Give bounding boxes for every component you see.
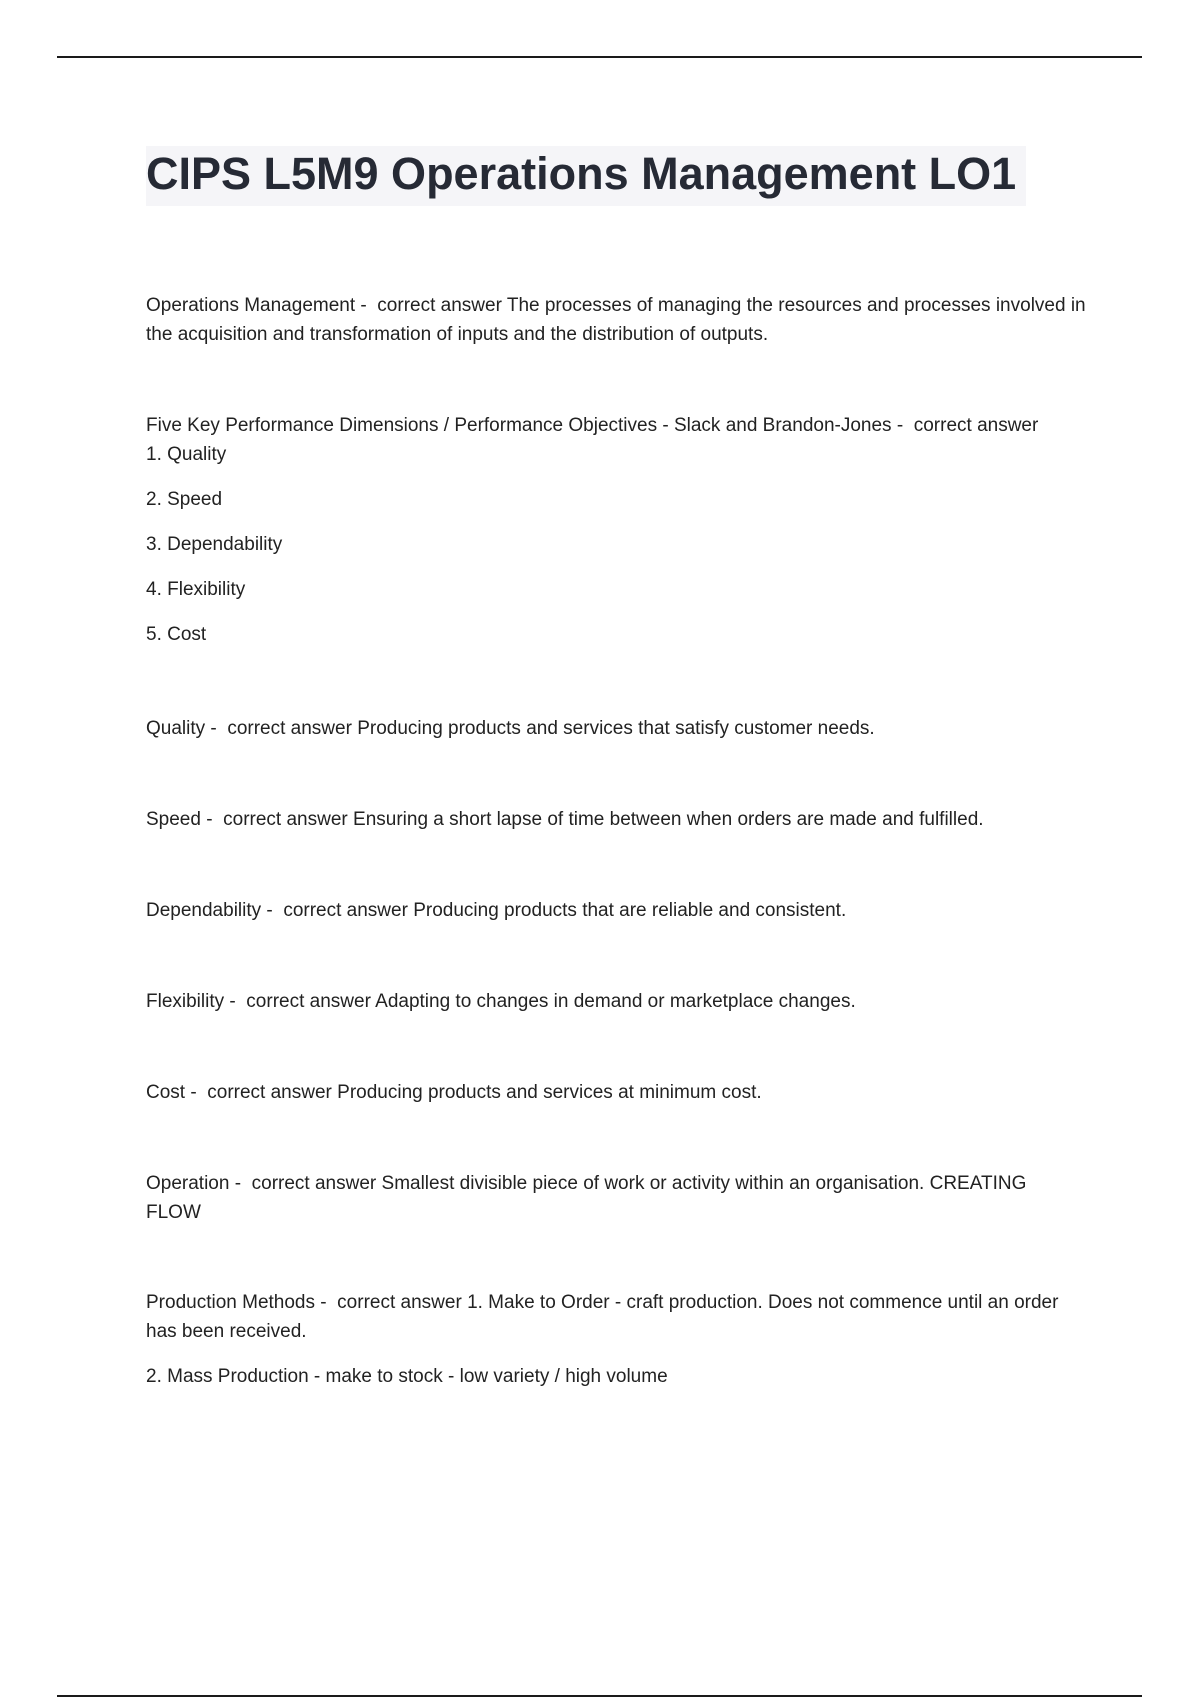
entry-term: Quality	[146, 718, 206, 739]
answer-prefix: correct answer	[227, 718, 352, 739]
entry-term: Production Methods	[146, 1292, 315, 1313]
answer-prefix: correct answer	[337, 1292, 462, 1313]
top-rule	[57, 56, 1142, 58]
entry-separator: -	[261, 900, 284, 921]
answer-prefix: correct answer	[377, 295, 502, 316]
list-item: 3. Dependability	[146, 534, 283, 555]
answer-prefix: correct answer	[223, 809, 348, 830]
answer-prefix: correct answer	[251, 1173, 377, 1194]
entry-term: Operation	[146, 1173, 230, 1194]
entry-term: Speed	[146, 809, 201, 830]
qa-entry	[146, 896, 1086, 925]
list-item: 2. Mass Production - make to stock - low variety / high volume	[146, 1366, 668, 1387]
qa-entry	[146, 714, 1086, 743]
entry-paragraph	[146, 1078, 1086, 1107]
answer-text: Producing products and services that satisfy customer needs.	[357, 718, 875, 739]
entry-separator: -	[224, 991, 247, 1012]
entry-separator: -	[205, 718, 228, 739]
answer-text: Producing products and services at minimum cost.	[337, 1082, 762, 1103]
bottom-rule	[57, 1695, 1142, 1697]
answer-text: Smallest divisible piece of work or activity within an organisation. CREATING FLOW	[146, 1173, 1027, 1223]
entry-term: Operations Management	[146, 295, 356, 316]
entry-paragraph	[146, 805, 1086, 834]
entry-term: Flexibility	[146, 991, 225, 1012]
answer-prefix: correct answer	[913, 415, 1039, 436]
answer-prefix: correct answer	[207, 1082, 332, 1103]
answer-text: The processes of managing the resources and processes involved in the acquisition and transformation of inputs and the distribution of outputs.	[146, 295, 1086, 345]
entry-separator: -	[229, 1173, 252, 1194]
answer-prefix: correct answer	[246, 991, 371, 1012]
qa-entry	[146, 1078, 1086, 1107]
entry-term: Cost	[146, 1082, 186, 1103]
entry-paragraph	[146, 714, 1086, 743]
page-title: CIPS L5M9 Operations Management LO1	[146, 146, 1026, 206]
entry-separator: -	[315, 1292, 338, 1313]
entry-term: Five Key Performance Dimensions / Performance Objectives - Slack and Brandon-Jones	[146, 415, 892, 436]
entry-term: Dependability	[146, 900, 262, 921]
qa-entry	[146, 411, 1086, 649]
qa-entry	[146, 987, 1086, 1016]
entry-paragraph	[146, 411, 1086, 440]
entry-separator: -	[200, 809, 224, 830]
entry-paragraph	[146, 291, 1086, 349]
entry-separator: -	[355, 295, 378, 316]
entry-paragraph	[146, 1288, 1086, 1346]
qa-entry	[146, 805, 1086, 834]
entry-separator: -	[891, 415, 914, 436]
list-item: 2. Speed	[146, 489, 223, 510]
entry-paragraph	[146, 1169, 1086, 1227]
entry-paragraph	[146, 896, 1086, 925]
qa-entry	[146, 291, 1086, 349]
qa-entry	[146, 1288, 1086, 1391]
qa-entry	[146, 1169, 1086, 1227]
answer-prefix: correct answer	[283, 900, 408, 921]
answer-text: Producing products that are reliable and consistent.	[413, 900, 847, 921]
list-item: 4. Flexibility	[146, 579, 246, 600]
answer-text: Adapting to changes in demand or marketplace changes.	[375, 991, 856, 1012]
entry-paragraph	[146, 987, 1086, 1016]
entry-separator: -	[185, 1082, 208, 1103]
answer-text: 1. Make to Order - craft production. Does not commence until an order has been received.	[146, 1292, 1059, 1342]
answer-text: Ensuring a short lapse of time between when orders are made and fulfilled.	[353, 809, 984, 830]
list-item: 1. Quality	[146, 444, 227, 465]
list-item: 5. Cost	[146, 624, 207, 645]
